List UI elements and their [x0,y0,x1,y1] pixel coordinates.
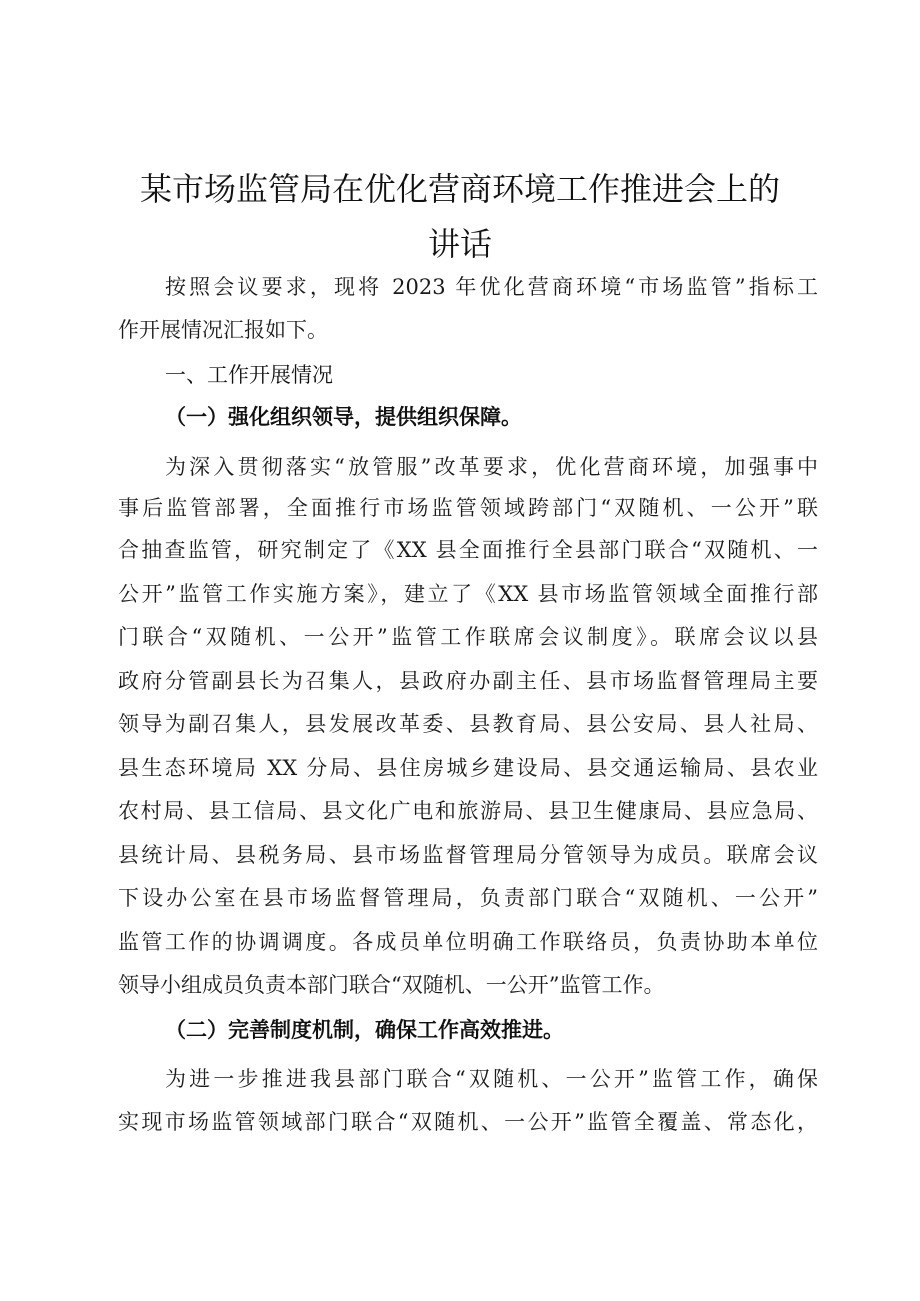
section-heading-1: 一、工作开展情况 [165,363,333,387]
intro-line-2: 作开展情况汇报如下。 [118,318,328,342]
paragraph-1-line-13: 领导小组成员负责本部门联合“双随机、一公开”监管工作。 [118,973,665,997]
paragraph-1-line-12: 监管工作的协调调度。各成员单位明确工作联络员，负责协助本单位 [118,930,818,954]
intro-line-1: 按照会议要求，现将 2023 年优化营商环境“市场监管”指标工 [165,275,818,299]
subsection-heading-1: （一）强化组织领导，提供组织保障。 [165,404,522,429]
paragraph-1-line-8: 县生态环境局 XX 分局、县住房城乡建设局、县交通运输局、县农业 [118,756,818,780]
paragraph-1-line-1: 为深入贯彻落实“放管服”改革要求，优化营商环境，加强事中 [165,455,818,479]
paragraph-1-line-2: 事后监管部署，全面推行市场监管领域跨部门“双随机、一公开”联 [118,496,818,520]
paragraph-1-line-3: 合抽查监管，研究制定了《XX 县全面推行全县部门联合“双随机、一 [118,538,818,562]
paragraph-1-line-9: 农村局、县工信局、县文化广电和旅游局、县卫生健康局、县应急局、 [118,799,818,823]
paragraph-1-line-5: 门联合“双随机、一公开”监管工作联席会议制度》。联席会议以县 [118,625,818,649]
paragraph-1-line-11: 下设办公室在县市场监督管理局，负责部门联合“双随机、一公开” [118,886,818,910]
subsection-heading-2: （二）完善制度机制，确保工作高效推进。 [165,1017,564,1042]
paragraph-2-line-2: 实现市场监管领域部门联合“双随机、一公开”监管全覆盖、常态化， [118,1110,818,1134]
document-title-line-1: 某市场监管局在优化营商环境工作推进会上的 [139,170,780,208]
paragraph-1-line-6: 政府分管副县长为召集人，县政府办副主任、县市场监督管理局主要 [118,669,818,693]
paragraph-2-line-1: 为进一步推进我县部门联合“双随机、一公开”监管工作，确保 [165,1067,818,1091]
document-title-line-2: 讲话 [427,225,492,263]
paragraph-1-line-4: 公开”监管工作实施方案》，建立了《XX 县市场监管领域全面推行部 [118,582,818,606]
paragraph-1-line-10: 县统计局、县税务局、县市场监督管理局分管领导为成员。联席会议 [118,843,818,867]
paragraph-1-line-7: 领导为副召集人，县发展改革委、县教育局、县公安局、县人社局、 [118,712,818,736]
